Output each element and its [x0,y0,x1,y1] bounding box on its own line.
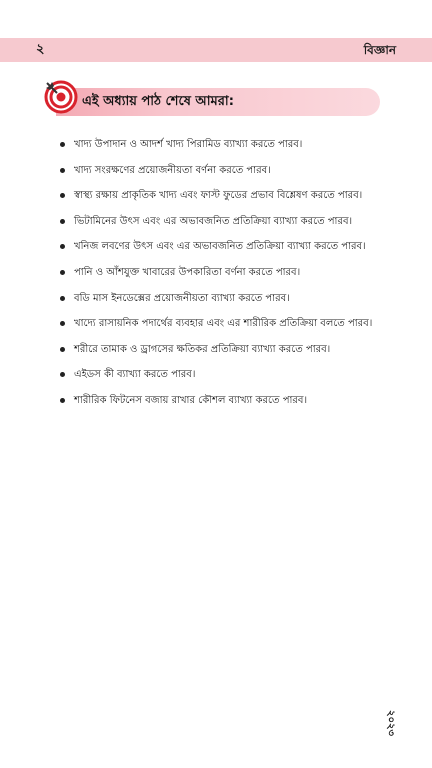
bullet-icon [60,219,65,224]
objective-item [60,392,390,418]
objective-text: খনিজ লবণের উৎস এবং এর অভাবজনিত প্রতিক্রিয়া ব্যাখ্যা করতে পারব। [74,241,366,253]
bullet-icon [60,142,65,147]
objective-item [60,366,390,392]
bullet-icon [60,347,65,352]
objective-text: পানি ও আঁশযুক্ত খাবারের উপকারিতা বর্ণনা করতে পারব। [74,266,301,278]
rotated-footer-text: ২০২৩ [385,710,396,737]
objective-text: এইডস কী ব্যাখ্যা করতে পারব। [74,369,196,381]
objective-list [60,136,390,418]
objective-item [60,213,390,239]
objective-text: শারীরিক ফিটনেস বজায় রাখার কৌশল ব্যাখ্যা করতে পারব। [74,394,308,406]
objective-item [60,162,390,188]
book-title: বিজ্ঞান [363,43,396,57]
objective-item [60,238,390,264]
bullet-icon [60,270,65,275]
objective-text: খাদ্যে রাসায়নিক পদার্থের ব্যবহার এবং এর শারীরিক প্রতিক্রিয়া বলতে পারব। [74,318,373,330]
objective-text: খাদ্য উপাদান ও আদর্শ খাদ্য পিরামিড ব্যাখ্যা করতে পারব। [74,139,303,150]
objective-text: শরীরে তামাক ও ড্রাগসের ক্ষতিকর প্রতিক্রিয়া ব্যাখ্যা করতে পারব। [74,343,331,355]
objective-item [60,341,390,367]
objective-item [60,136,390,162]
objective-text: স্বাস্থ্য রক্ষায় প্রাকৃতিক খাদ্য এবং ফাস্ট ফুডের প্রভাব বিশ্লেষণ করতে পারব। [74,190,363,202]
bullet-icon [60,372,65,377]
bullet-icon [60,193,65,198]
objective-item [60,315,390,341]
objective-item [60,264,390,290]
bullet-icon [60,296,65,301]
section-heading: এই অধ্যায় পাঠ শেষে আমরা: [82,94,234,109]
bullet-icon [60,244,65,249]
bullet-icon [60,168,65,173]
objective-text: বডি মাস ইনডেক্সের প্রয়োজনীয়তা ব্যাখ্যা করতে পারব। [74,292,290,304]
bullet-icon [60,398,65,403]
page-number: ২ [36,42,45,57]
target-icon [44,80,78,114]
objective-item [60,187,390,213]
bullet-icon [60,321,65,326]
objective-item [60,290,390,316]
objective-text: ভিটামিনের উৎস এবং এর অভাবজনিত প্রতিক্রিয়া ব্যাখ্যা করতে পারব। [74,215,353,227]
objective-text: খাদ্য সংরক্ষণের প্রয়োজনীয়তা বর্ণনা করতে পারব। [74,164,271,176]
